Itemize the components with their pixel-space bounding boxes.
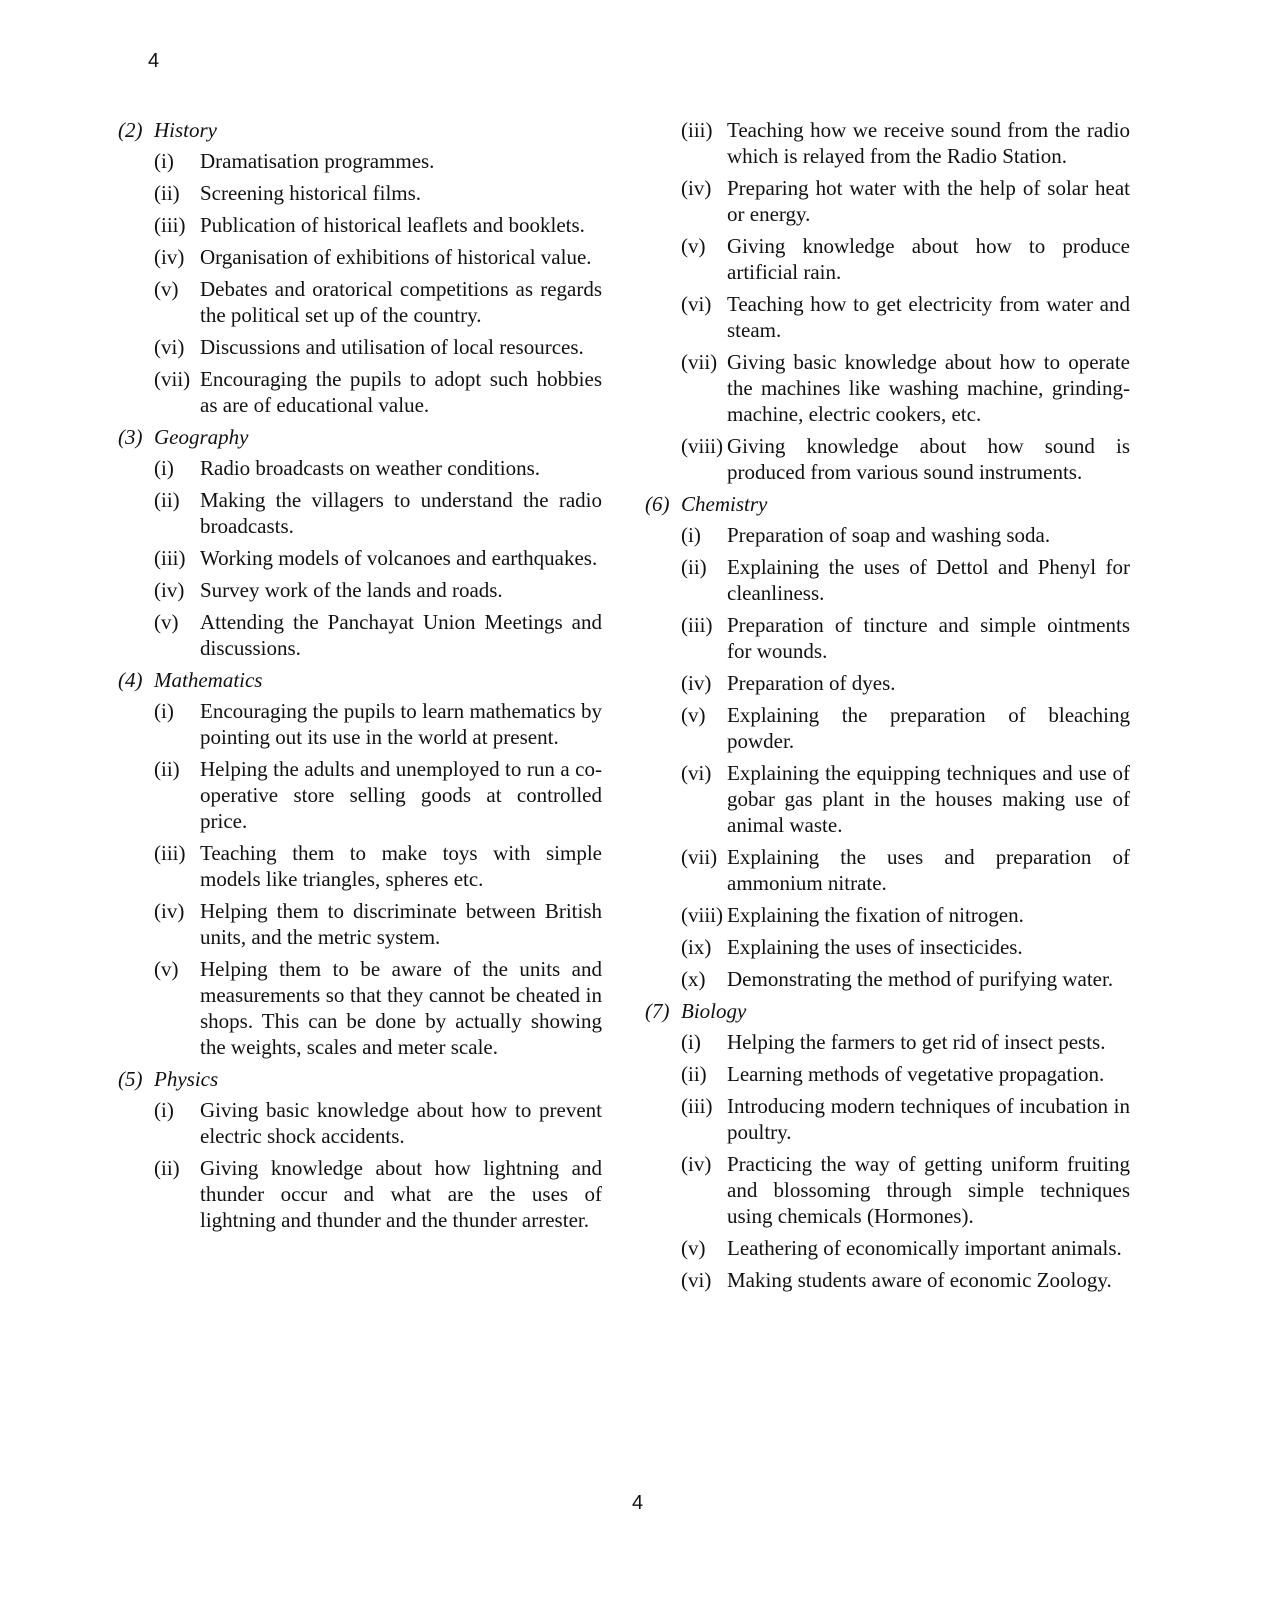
item-list [118,455,602,661]
item-numeral: (i) [154,456,174,480]
list-item [154,577,602,603]
section-biology [645,998,1130,1293]
item-numeral: (ii) [681,1062,707,1086]
list-item [681,1093,1130,1145]
section-number: (5) [118,1067,143,1091]
item-text: Debates and oratorical competitions as regards the political set up of the country. [200,277,602,327]
item-numeral: (iii) [681,1094,713,1118]
item-numeral: (iv) [154,578,185,602]
section-heading [118,1066,602,1092]
item-text: Giving knowledge about how lightning and thunder occur and what are the uses of lightning and thunder and the thunder arrester. [200,1156,602,1232]
list-item [154,609,602,661]
item-numeral: (iii) [154,213,186,237]
list-item [681,522,1130,548]
item-text: Demonstrating the method of purifying water. [727,967,1114,991]
section-number: (4) [118,668,143,692]
item-list [645,1029,1130,1293]
list-item [681,117,1130,169]
list-item [154,366,602,418]
list-item [681,902,1130,928]
item-numeral: (ix) [681,935,712,959]
list-item [681,1061,1130,1087]
item-text: Practicing the way of getting uniform fruiting and blossoming through simple techniques using chemicals (Hormones). [727,1152,1130,1228]
section-history [118,117,602,418]
item-numeral: (ii) [154,181,180,205]
item-text: Organisation of exhibitions of historical value. [200,245,592,269]
section-continued [645,117,1130,485]
item-numeral: (v) [681,703,706,727]
section-title: Mathematics [154,668,263,692]
item-text: Giving basic knowledge about how to operate the machines like washing machine, grinding-machine, electric cookers, etc. [727,350,1130,426]
list-item [154,148,602,174]
item-text: Explaining the uses of insecticides. [727,935,1023,959]
item-text: Screening historical films. [200,181,422,205]
item-text: Explaining the uses of Dettol and Phenyl for cleanliness. [727,555,1130,605]
item-text: Giving knowledge about how to produce artificial rain. [727,234,1130,284]
item-numeral: (iii) [681,613,713,637]
section-title: Geography [154,425,249,449]
item-text: Discussions and utilisation of local resources. [200,335,584,359]
item-numeral: (iv) [154,245,185,269]
list-item [154,756,602,834]
list-item [681,233,1130,285]
item-text: Teaching them to make toys with simple models like triangles, spheres etc. [200,841,602,891]
item-numeral: (iv) [681,1152,712,1176]
item-numeral: (iii) [154,841,186,865]
item-numeral: (vi) [681,1268,712,1292]
item-text: Helping the farmers to get rid of insect pests. [727,1030,1106,1054]
item-text: Giving knowledge about how sound is produced from various sound instruments. [727,434,1130,484]
item-text: Survey work of the lands and roads. [200,578,503,602]
list-item [154,956,602,1060]
item-text: Radio broadcasts on weather conditions. [200,456,540,480]
item-numeral: (iii) [681,118,713,142]
list-item [154,487,602,539]
item-numeral: (ii) [154,488,180,512]
list-item [154,545,602,571]
item-text: Giving basic knowledge about how to prevent electric shock accidents. [200,1098,602,1148]
item-numeral: (iv) [681,671,712,695]
item-list [645,117,1130,485]
list-item [154,1097,602,1149]
item-numeral: (iv) [681,176,712,200]
item-numeral: (ii) [681,555,707,579]
list-item [154,840,602,892]
item-text: Explaining the equipping techniques and use of gobar gas plant in the houses making use of animal waste. [727,761,1130,837]
item-text: Encouraging the pupils to adopt such hobbies as are of educational value. [200,367,602,417]
item-text: Preparing hot water with the help of solar heat or energy. [727,176,1130,226]
list-item [681,702,1130,754]
section-physics [118,1066,602,1233]
item-numeral: (vii) [681,350,718,374]
item-numeral: (ii) [154,1156,180,1180]
item-numeral: (vii) [154,367,191,391]
item-text: Working models of volcanoes and earthquakes. [200,546,598,570]
list-item [681,760,1130,838]
list-item [681,670,1130,696]
item-numeral: (i) [154,149,174,173]
list-item [154,180,602,206]
section-heading [118,667,602,693]
list-item [154,698,602,750]
right-column [645,117,1130,1299]
item-text: Leathering of economically important animals. [727,1236,1122,1260]
list-item [681,554,1130,606]
section-chemistry [645,491,1130,992]
item-text: Attending the Panchayat Union Meetings and discussions. [200,610,602,660]
item-text: Helping the adults and unemployed to run a co-operative store selling goods at controlled price. [200,757,602,833]
item-text: Explaining the fixation of nitrogen. [727,903,1024,927]
item-numeral: (v) [154,610,179,634]
item-numeral: (i) [681,1030,701,1054]
item-text: Preparation of dyes. [727,671,896,695]
item-list [645,522,1130,992]
list-item [681,291,1130,343]
list-item [154,1155,602,1233]
list-item [681,349,1130,427]
section-title: Chemistry [681,492,768,516]
left-column [118,117,602,1239]
section-title: Physics [154,1067,219,1091]
item-text: Helping them to discriminate between British units, and the metric system. [200,899,602,949]
item-text: Preparation of tincture and simple ointments for wounds. [727,613,1130,663]
item-numeral: (vi) [154,335,185,359]
list-item [154,455,602,481]
item-text: Preparation of soap and washing soda. [727,523,1051,547]
section-title: Biology [681,999,747,1023]
item-text: Making students aware of economic Zoology. [727,1268,1112,1292]
list-item [154,276,602,328]
section-heading [118,424,602,450]
list-item [154,244,602,270]
section-number: (3) [118,425,143,449]
item-numeral: (x) [681,967,706,991]
section-number: (6) [645,492,670,516]
item-numeral: (i) [681,523,701,547]
list-item [681,966,1130,992]
item-text: Explaining the preparation of bleaching powder. [727,703,1130,753]
section-number: (2) [118,118,143,142]
item-numeral: (ii) [154,757,180,781]
item-list [118,148,602,418]
list-item [154,212,602,238]
list-item [681,175,1130,227]
item-numeral: (i) [154,1098,174,1122]
section-heading [118,117,602,143]
item-text: Dramatisation programmes. [200,149,435,173]
item-list [118,698,602,1060]
item-list [118,1097,602,1233]
list-item [681,1151,1130,1229]
item-numeral: (v) [154,277,179,301]
list-item [154,898,602,950]
section-heading [645,998,1130,1024]
item-text: Encouraging the pupils to learn mathematics by pointing out its use in the world at present. [200,699,602,749]
item-text: Publication of historical leaflets and booklets. [200,213,585,237]
list-item [681,433,1130,485]
section-geography [118,424,602,661]
list-item [681,612,1130,664]
list-item [681,934,1130,960]
item-numeral: (v) [681,1236,706,1260]
section-heading [645,491,1130,517]
list-item [681,1267,1130,1293]
item-numeral: (iv) [154,899,185,923]
item-text: Introducing modern techniques of incubation in poultry. [727,1094,1130,1144]
list-item [681,844,1130,896]
item-numeral: (viii) [681,434,723,458]
item-text: Teaching how to get electricity from water and steam. [727,292,1130,342]
item-text: Teaching how we receive sound from the radio which is relayed from the Radio Station. [727,118,1130,168]
page-number-bottom: 4 [631,1492,644,1514]
item-numeral: (v) [154,957,179,981]
item-numeral: (iii) [154,546,186,570]
item-numeral: (vii) [681,845,718,869]
list-item [681,1029,1130,1055]
item-numeral: (v) [681,234,706,258]
item-text: Learning methods of vegetative propagation. [727,1062,1105,1086]
item-numeral: (viii) [681,903,723,927]
item-text: Explaining the uses and preparation of ammonium nitrate. [727,845,1130,895]
section-title: History [154,118,217,142]
page-number-top: 4 [148,50,160,72]
item-text: Helping them to be aware of the units and measurements so that they cannot be cheated in shops. This can be done by actually showing the weights, scales and meter scale. [200,957,602,1059]
item-numeral: (i) [154,699,174,723]
item-numeral: (vi) [681,761,712,785]
section-number: (7) [645,999,670,1023]
section-mathematics [118,667,602,1060]
item-text: Making the villagers to understand the radio broadcasts. [200,488,602,538]
list-item [681,1235,1130,1261]
item-numeral: (vi) [681,292,712,316]
list-item [154,334,602,360]
